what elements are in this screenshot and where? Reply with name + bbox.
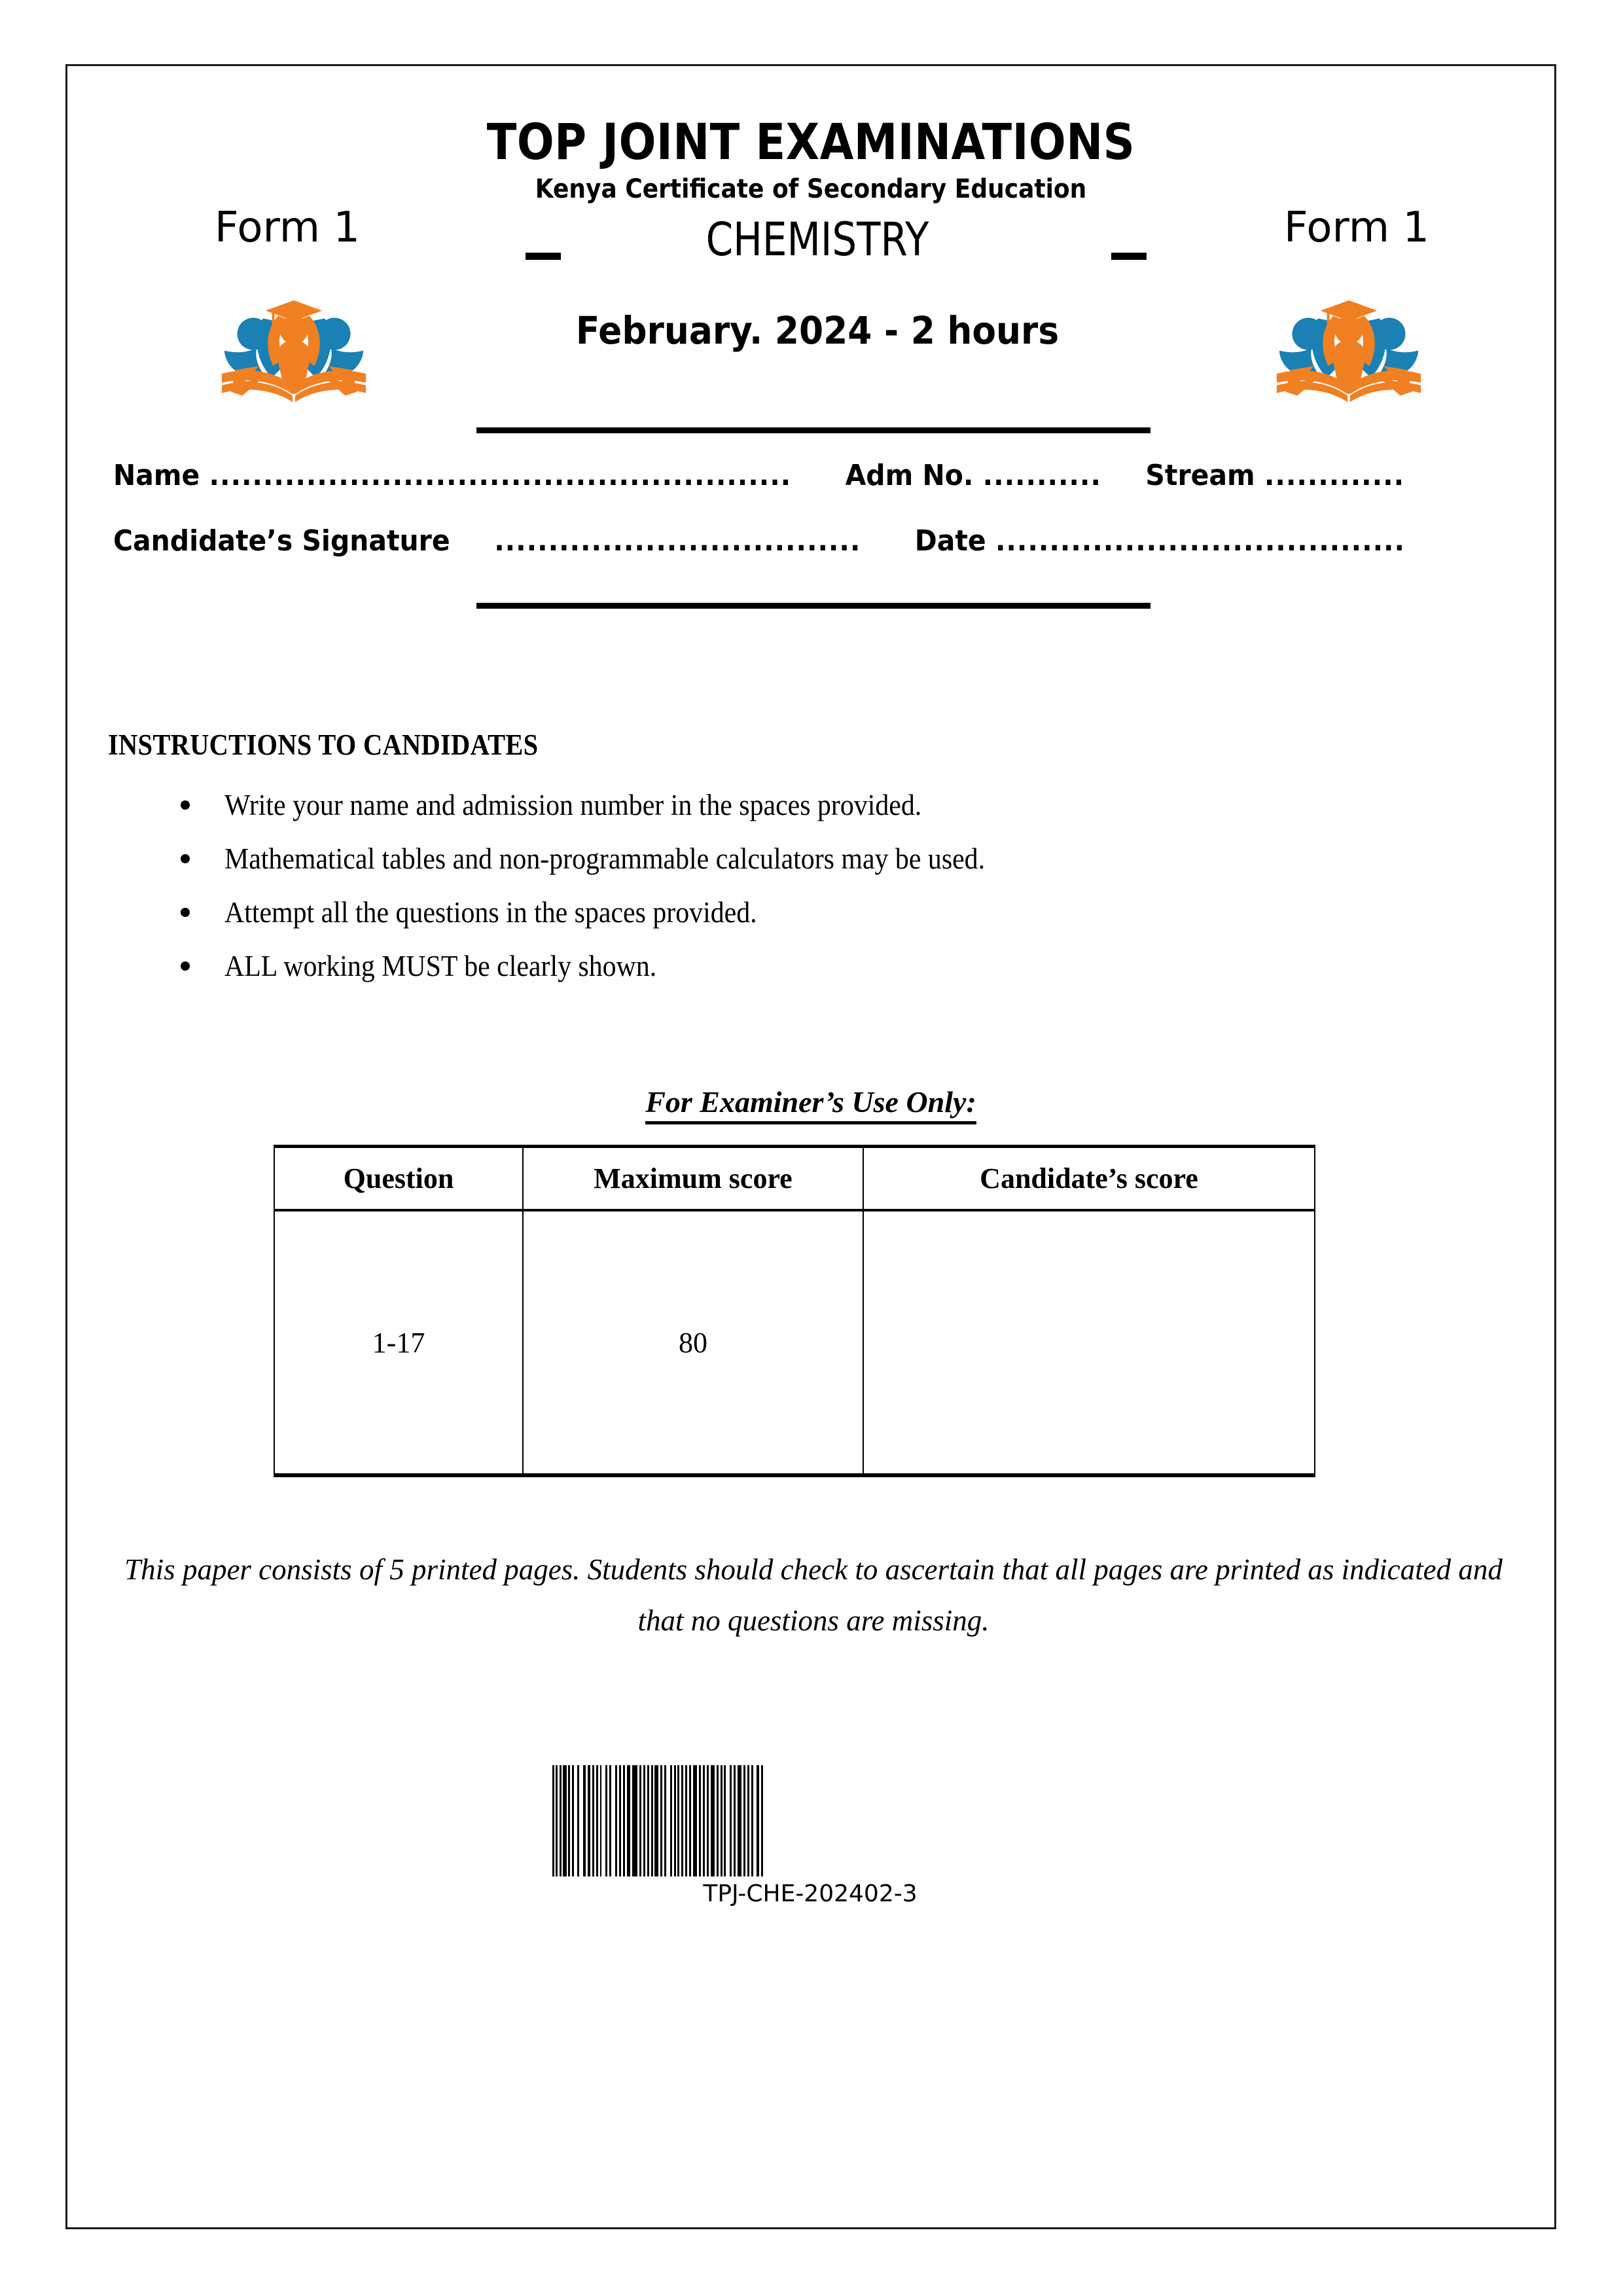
- page-border: [65, 64, 1556, 2229]
- examiner-use-heading: [67, 1087, 1554, 1117]
- dash-right-decoration: [1111, 253, 1147, 260]
- barcode-label: TPJ-CHE-202402-3: [703, 1880, 918, 1907]
- exam-subtitle: Kenya Certificate of Secondary Education: [535, 174, 1087, 204]
- list-item: [169, 832, 1412, 886]
- school-logo-left: [217, 268, 371, 405]
- list-item: [169, 886, 1412, 939]
- header-divider-bottom: [476, 603, 1150, 609]
- signature-label: Candidate’s Signature: [113, 524, 450, 558]
- cell-question-range: 1-17: [274, 1210, 523, 1475]
- stream-label: Stream: [1145, 459, 1255, 492]
- subject-name: CHEMISTRY: [705, 213, 929, 266]
- column-header-candidate-score: Candidate’s score: [863, 1147, 1315, 1211]
- instructions-list: [169, 778, 1412, 993]
- name-input-dots[interactable]: ......................................................: [209, 459, 792, 492]
- bullet-icon: [181, 800, 190, 810]
- examiner-score-table: [274, 1145, 1315, 1477]
- candidate-name-row: [113, 461, 1416, 490]
- table-header-row: [274, 1147, 1315, 1211]
- adm-no-input-dots[interactable]: ...........: [982, 459, 1101, 492]
- cell-candidate-score[interactable]: [863, 1210, 1315, 1475]
- candidate-signature-row: [113, 524, 1416, 558]
- name-label: Name: [113, 459, 200, 492]
- column-header-question: Question: [274, 1147, 523, 1211]
- instruction-text: Attempt all the questions in the spaces provided.: [224, 896, 757, 929]
- stream-input-dots[interactable]: .............: [1264, 459, 1405, 492]
- column-header-maximum-score: Maximum score: [523, 1147, 863, 1211]
- page-title: TOP JOINT EXAMINATIONS: [486, 113, 1135, 171]
- instruction-text: Write your name and admission number in the spaces provided.: [224, 789, 922, 821]
- bullet-icon: [181, 854, 190, 863]
- date-input-dots[interactable]: ......................................: [995, 524, 1405, 558]
- barcode-image: [552, 1765, 1068, 1876]
- instruction-text: Mathematical tables and non-programmable calculators may be used.: [224, 842, 986, 875]
- exam-header: [67, 66, 1554, 472]
- barcode-block: [545, 1765, 1075, 1907]
- instruction-text: ALL working MUST be clearly shown.: [224, 950, 657, 982]
- cell-maximum-score: 80: [523, 1210, 863, 1475]
- school-logo-right: [1272, 268, 1426, 405]
- examiner-use-heading-text: For Examiner’s Use Only:: [645, 1085, 976, 1124]
- exam-date-duration: February. 2024 - 2 hours: [575, 308, 1060, 353]
- list-item: [169, 939, 1412, 993]
- form-label-left: Form 1: [214, 204, 361, 252]
- dash-left-decoration: [526, 253, 561, 260]
- signature-input-dots[interactable]: ..................................: [494, 524, 861, 558]
- adm-no-label: Adm No.: [845, 459, 974, 492]
- bullet-icon: [181, 908, 190, 917]
- header-divider-top: [476, 427, 1150, 433]
- paper-pages-note: This paper consists of 5 printed pages. Students should check to ascertain that all pages are printed as indicated and that no questions are missing.: [124, 1553, 1503, 1637]
- instructions-heading: INSTRUCTIONS TO CANDIDATES: [108, 728, 539, 761]
- list-item: [169, 778, 1412, 832]
- table-row: [274, 1210, 1315, 1475]
- date-label: Date: [914, 524, 986, 558]
- form-label-right: Form 1: [1283, 204, 1430, 252]
- bullet-icon: [181, 961, 190, 971]
